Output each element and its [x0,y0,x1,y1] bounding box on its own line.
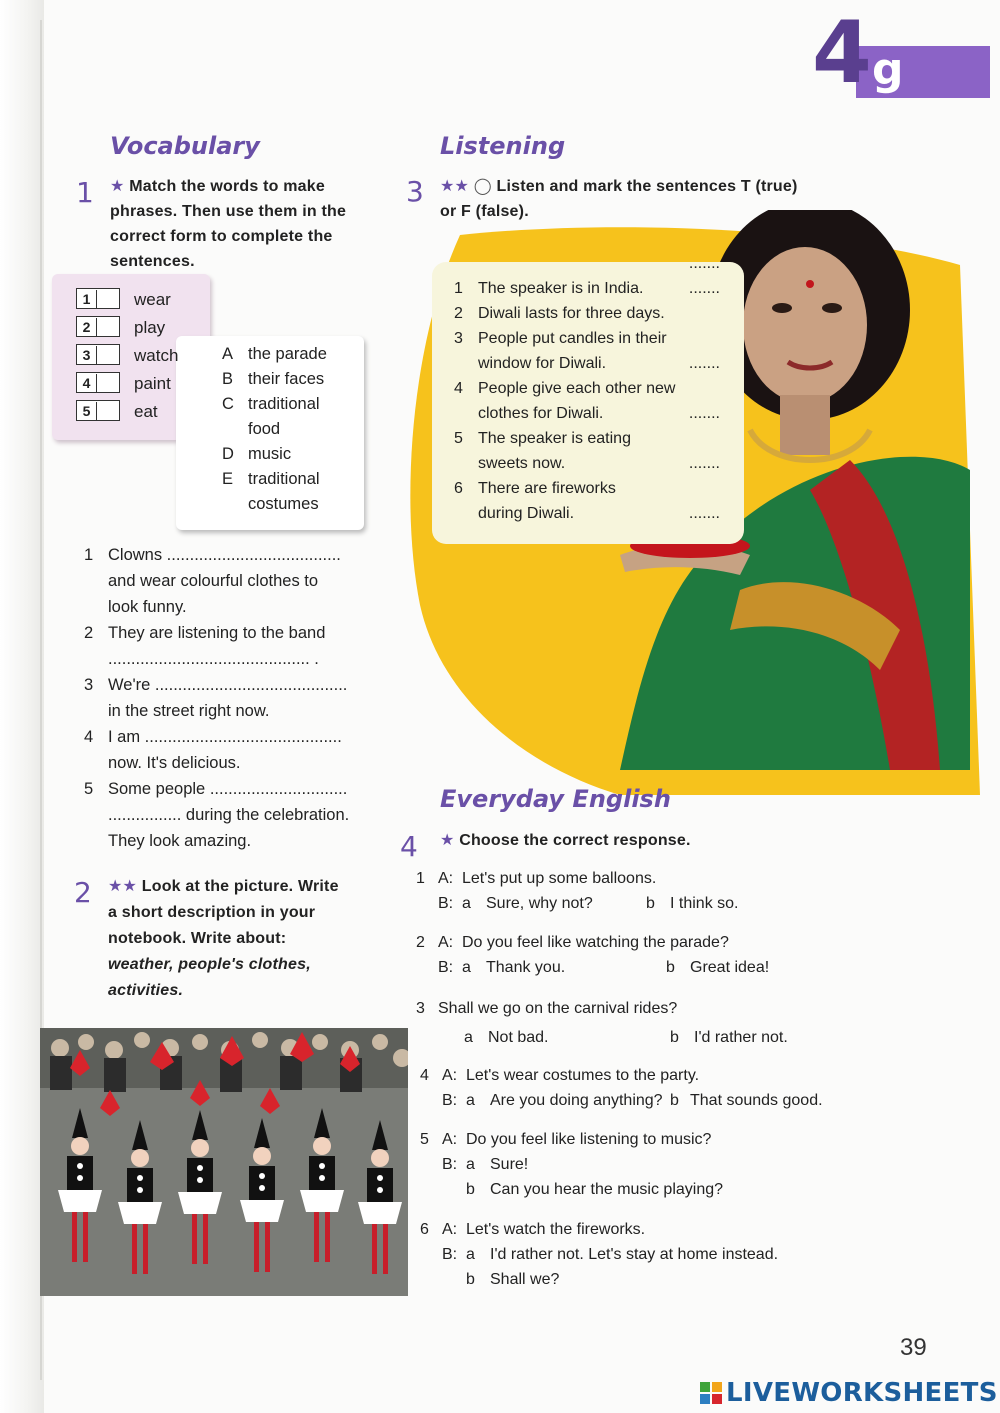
response-option-a[interactable]: a Sure! [466,1156,529,1173]
exercise-1-instruction: ★ Match the words to make phrases. Then use them in the correct form to complete the sentences. [110,178,347,270]
listening-heading: Listening [440,132,566,160]
unit-letter: g [872,44,904,95]
exercise-4-instruction: ★ Choose the correct response. [440,832,691,849]
star-icon: ★ [110,178,125,195]
dialogue-item-5: 5 A: Do you feel like listening to music? B: a Sure! b Can you hear the music playing? [420,1131,724,1198]
true-false-blank[interactable]: ....... [688,405,720,422]
book-spine [0,0,44,1413]
match-option-b: B their faces [222,370,325,388]
parade-photo [40,1028,408,1296]
response-option-b[interactable]: b That sounds good. [670,1092,823,1109]
exercise-1-number: 1 [76,176,94,209]
fill-blank[interactable]: ............................................ . [108,650,319,668]
true-false-blank[interactable]: ....... [688,355,720,372]
star-icon: ★ [440,832,455,849]
match-option-e: E traditional costumes [222,470,320,513]
exercise-3-instruction: ★★ ◯ Listen and mark the sentences T (true) or F (false). [440,178,798,220]
response-option-a[interactable]: a Not bad. [464,1029,549,1046]
footer-brand[interactable]: LIVEWORKSHEETS [726,1378,998,1408]
headphones-icon: ◯ [473,178,492,195]
response-option-a[interactable]: a Thank you. [462,959,566,976]
dialogue-item-4: 4 A: Let's wear costumes to the party. B: a Are you doing anything? b That sounds good. [420,1067,823,1109]
unit-badge [812,3,992,104]
everyday-english-heading: Everyday English [440,785,671,813]
listening-item-4: 4 People give each other new clothes for Diwali. ....... [454,376,734,426]
unit-number: 4 [812,3,872,103]
match-word-row: 4 paint [76,372,206,396]
true-false-blank[interactable]: ....... [688,455,720,472]
match-answer-box[interactable]: 3 [76,344,120,365]
fill-blank[interactable]: ................ during the celebration. [108,806,350,824]
listening-item-3: 3 People put candles in their window for Diwali. ....... [454,326,734,376]
response-option-b[interactable]: b Great idea! [666,959,770,976]
match-option-c: C traditional food [222,395,320,438]
exercise-3-number: 3 [406,175,424,208]
exercise-2-number: 2 [74,876,92,909]
response-option-b[interactable]: b Shall we? [466,1271,560,1288]
fill-blank[interactable]: I am ........................................... [108,728,342,746]
liveworksheets-logo-icon [700,1382,722,1404]
listening-item-5: 5 The speaker is eating sweets now. ....... [454,426,734,476]
true-false-blank[interactable]: ....... [688,505,720,522]
fill-blank[interactable]: Some people .............................. [108,780,348,798]
response-option-b[interactable]: b I'd rather not. [670,1029,788,1046]
vocabulary-heading: Vocabulary [110,132,260,160]
star-icon: ★★ [440,178,470,195]
star-icon: ★★ [108,878,138,895]
match-word-row: 1 wear [76,288,206,312]
response-option-b[interactable]: b Can you hear the music playing? [466,1181,724,1198]
dialogue-item-3: 3 Shall we go on the carnival rides? a Not bad. b I'd rather not. [416,1000,788,1046]
true-false-blank[interactable]: ....... [688,280,720,297]
fill-blank[interactable]: We're .......................................... [108,676,348,694]
match-answer-box[interactable]: 2 [76,316,120,337]
page-number: 39 [900,1334,927,1361]
exercise-2-instruction: ★★ Look at the picture. Write a short description in your notebook. Write about: weather, people's clothes, activities. [108,878,339,999]
response-option-a[interactable]: a I'd rather not. Let's stay at home instead. [466,1246,779,1263]
dialogue-item-6: 6 A: Let's watch the fireworks. B: a I'd rather not. Let's stay at home instead. b Shall we? [420,1221,779,1288]
match-word-row: 3 watch [76,344,206,368]
fill-blank[interactable]: Clowns ...................................... [108,546,341,564]
match-option-a: A the parade [222,345,327,363]
response-option-a[interactable]: a Sure, why not? [462,895,593,912]
response-option-a[interactable]: a Are you doing anything? [466,1092,663,1109]
match-word-row: 5 eat [76,400,206,424]
match-option-d: D music [222,445,292,463]
match-answer-box[interactable]: 4 [76,372,120,393]
exercise-4-number: 4 [400,830,418,863]
dialogue-item-2: 2 A: Do you feel like watching the parade? B: a Thank you. b Great idea! [416,934,770,976]
true-false-blank[interactable]: ....... [688,255,720,272]
match-answer-box[interactable]: 1 [76,288,120,309]
match-answer-box[interactable]: 5 [76,400,120,421]
dialogue-item-1: 1 A: Let's put up some balloons. B: a Sure, why not? b I think so. [416,870,739,912]
listening-item-6: 6 There are fireworks during Diwali. ....... [454,476,734,526]
response-option-b[interactable]: b I think so. [646,895,739,912]
worksheet-page: 4 g Vocabulary 1 ★ Match the words to make phrases. Then use them in the correct form to complete the sentences. 1 wear 2 play 3 watch 4 paint 5 eat A the parade B their faces C traditional food D music E traditional costumes 1 Clowns ...................................... and wear colourful clothes to look funny. 2 They are listening to the band ............................................ . 3 We're .......................................... in the street right now. 4 I am ........................................... now. It's delicious. 5 Some people .............................. ................ during the celebration. They look amazing. 2 ★★ Look at the picture. Write a short description in your notebook. Write about: weather, people's clothes, activities. Listening 3 ★★ ◯ Listen and mark the sentences T (true) or F (false). 1 The speaker is in India. ....... 2 Diwali lasts for three days. ....... 3 People put candles in their window for Diwali. ....... 4 People give each other new clothes for Diwali. ....... 5 The speaker is eating sweets now. ....... 6 There are fireworks during Diwali. ....... Everyday English 4 ★ Choose the correct response. 1 A: Let's put up some balloons. B: a Sure, why not? b I think so. 2 A: Do you feel like watching the parade? B: a Thank you. b Great idea! 3 Shall we go on the carnival rides? a Not bad. b I'd rather not. 4 A: Let's wear costumes to the party. B: a Are you doing anything? b That sounds good. 5 A: Do you feel like listening to music? B: a Sure! b Can you hear the music playing? 6 A: Let's watch the fireworks. B: a I'd rather not. Let's stay at home instead. b Shall we? 39 LIVEWORKSHEETS [0,0,1000,1413]
match-word-row: 2 play [76,316,206,340]
